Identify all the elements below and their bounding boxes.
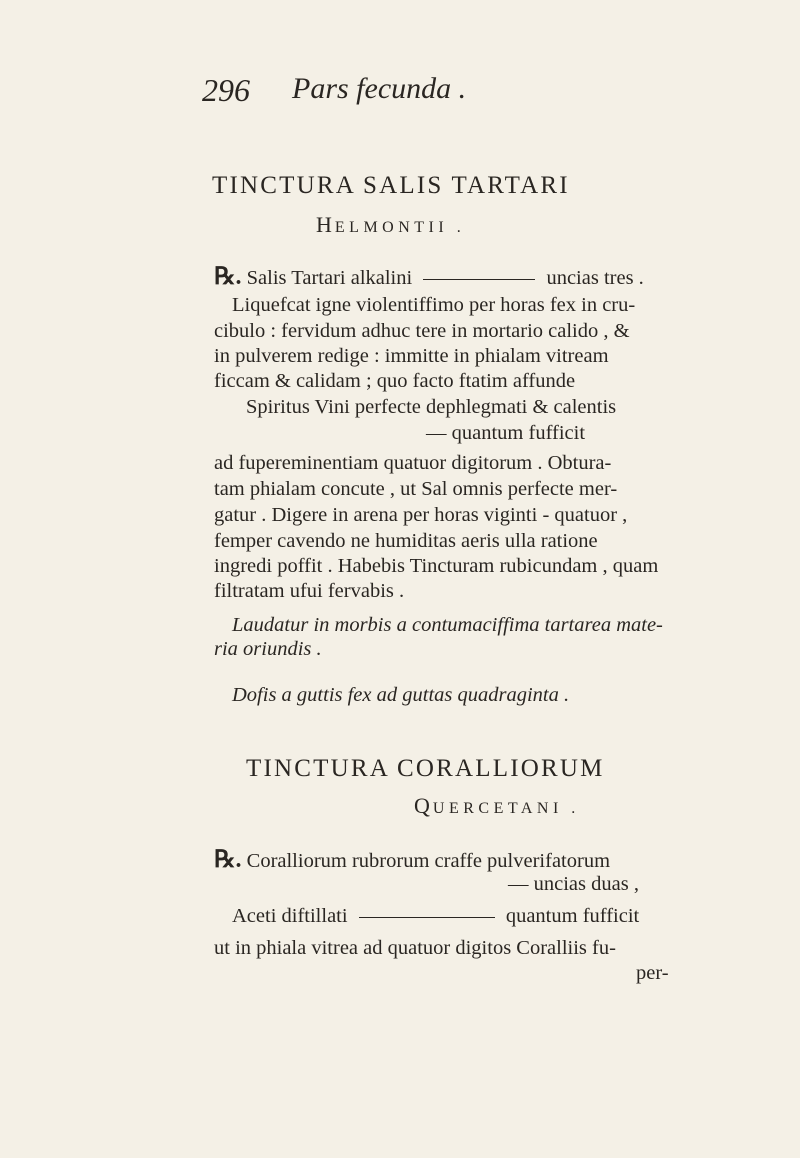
ingredient-quantity: — uncias duas ,: [508, 873, 639, 895]
running-head: Pars fecunda .: [292, 72, 467, 105]
section-author-quercetani: [414, 793, 580, 819]
text-line: gatur . Digere in arena per horas viginti - quatuor ,: [214, 504, 628, 526]
author-rest: ELMONTII .: [334, 219, 466, 236]
italic-line: ria oriundis .: [214, 638, 322, 660]
text-line: — quantum fufficit: [426, 422, 586, 444]
text-line: ut in phiala vitrea ad quatuor digitos Coralliis fu-: [214, 937, 616, 959]
ingredient-name: Aceti diftillati: [232, 905, 348, 927]
catchword: per-: [636, 962, 669, 984]
italic-line: Laudatur in morbis a contumaciffima tartarea mate-: [232, 614, 663, 636]
ingredient-name: Coralliorum rubrorum craffe pulverifatorum: [246, 850, 611, 872]
ingredient-quantity: uncias tres .: [546, 267, 644, 289]
section-title-tinctura-coralliorum: TINCTURA CORALLIORUM: [246, 755, 605, 782]
text-line: tam phialam concute , ut Sal omnis perfecte mer-: [214, 478, 618, 500]
ingredient-line: [232, 905, 639, 928]
recipe-symbol: ℞.: [214, 264, 242, 290]
page-number: 296: [202, 72, 250, 108]
text-line: ad fupereminentiam quatuor digitorum . Obtura-: [214, 452, 612, 474]
text-line: ingredi poffit . Habebis Tincturam rubicundam , quam: [214, 555, 659, 577]
text-line: filtratam ufui fervabis .: [214, 580, 405, 602]
ingredient-quantity: quantum fufficit: [505, 905, 640, 927]
text-line: Spiritus Vini perfecte dephlegmati & calentis: [246, 396, 617, 418]
author-initial: Q: [414, 793, 433, 818]
rule-dash: [423, 279, 535, 280]
recipe-symbol: ℞.: [214, 847, 242, 873]
rule-dash: [359, 917, 495, 918]
author-rest: UERCETANI .: [432, 800, 580, 817]
author-initial: H: [316, 212, 335, 237]
text-line: cibulo : fervidum adhuc tere in mortario calido , &: [214, 320, 630, 342]
text-line: in pulverem redige : immitte in phialam vitream: [214, 345, 609, 367]
ingredient-line: [214, 845, 610, 874]
text-line: femper cavendo ne humiditas aeris ulla ratione: [214, 530, 598, 552]
section-author-helmontii: [316, 212, 465, 238]
text-line: ficcam & calidam ; quo facto ftatim affunde: [214, 370, 576, 392]
ingredient-name: Salis Tartari alkalini: [246, 267, 413, 289]
text-line: Liquefcat igne violentiffimo per horas fex in cru-: [232, 294, 636, 316]
italic-line: Dofis a guttis fex ad guttas quadraginta .: [232, 684, 570, 706]
section-title-tinctura-salis-tartari: TINCTURA SALIS TARTARI: [212, 172, 570, 199]
ingredient-line: [214, 262, 644, 291]
